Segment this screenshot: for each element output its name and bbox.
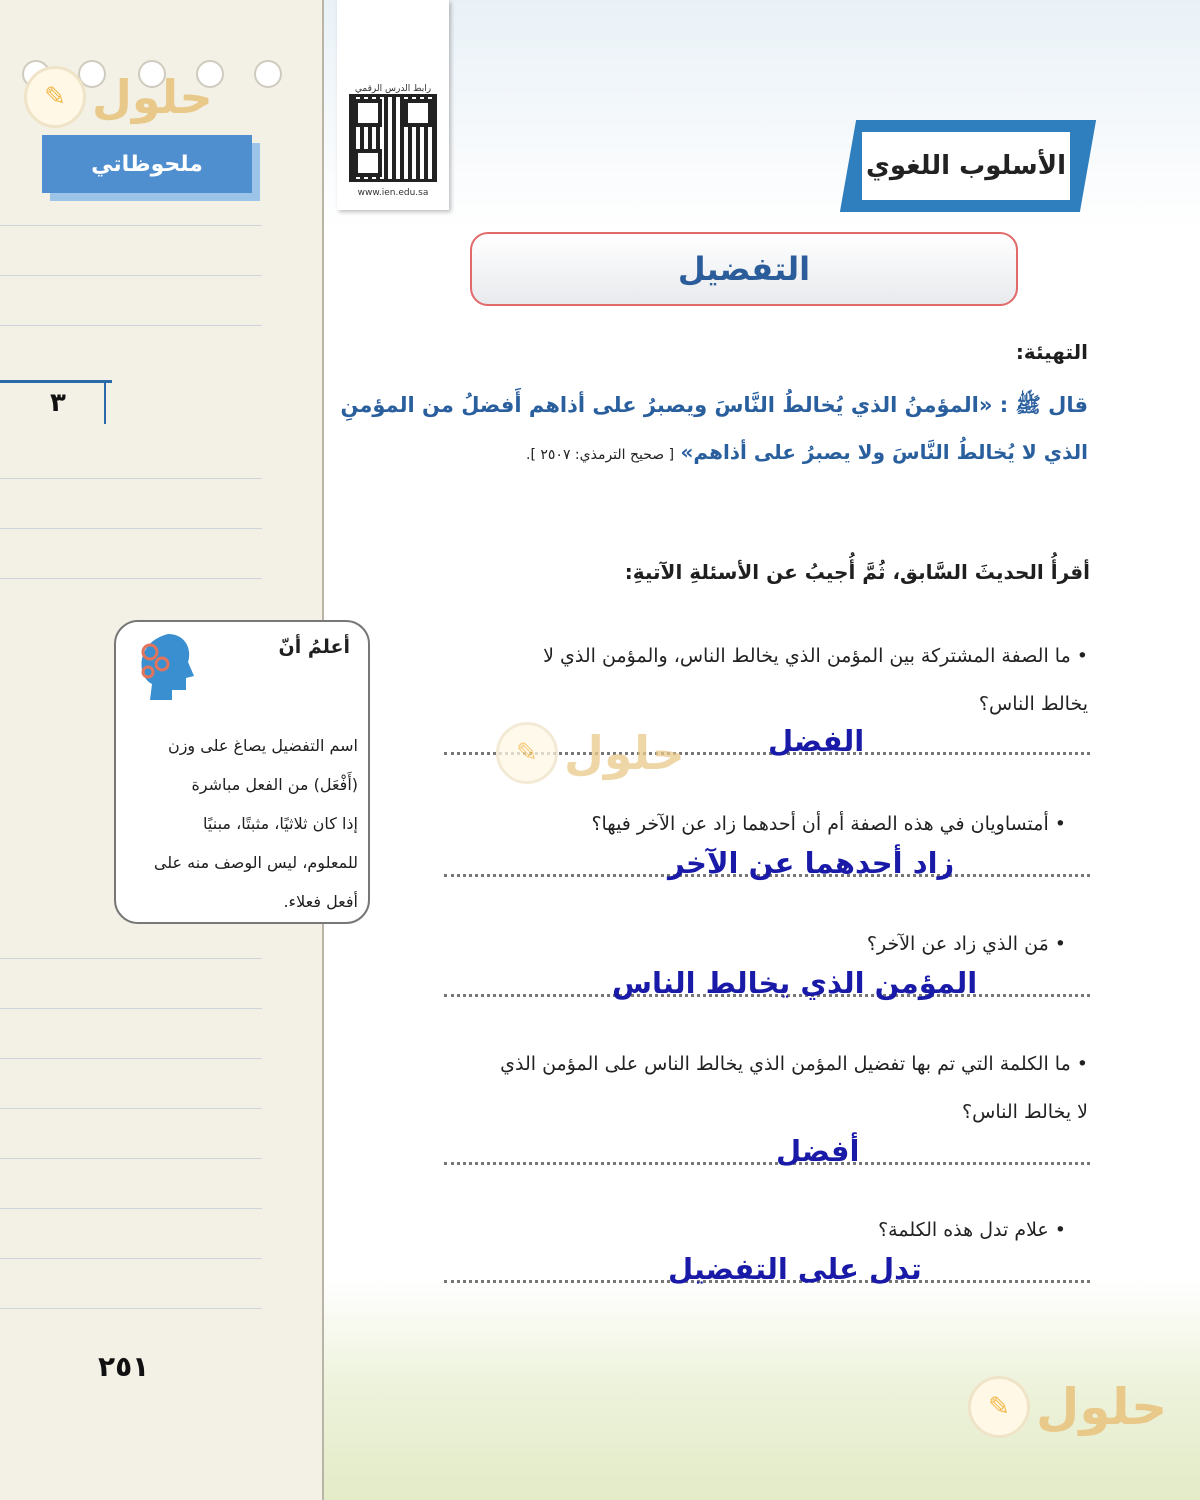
question-4: • ما الكلمة التي تم بها تفضيل المؤمن الذي يخالط الناس على المؤمن الذي لا يخالط الناس؟ [500, 1053, 1088, 1123]
answer-1[interactable]: الفضل [768, 724, 865, 758]
hadith-citation: [ صحيح الترمذي: ٢٥٠٧ ]. [526, 447, 675, 463]
watermark-logo: ✎ حلول [496, 722, 685, 784]
answer-4[interactable]: أفضل [776, 1134, 860, 1168]
qr-url: www.ien.edu.sa [357, 188, 429, 198]
answer-2[interactable]: زاد أحدهما عن الآخر [668, 846, 955, 880]
hadith-line-2: الذي لا يُخالطُ النَّاسَ ولا يصبرُ على أذاهم» [680, 440, 1088, 464]
pencil-icon: ✎ [496, 722, 558, 784]
instruction: أقرأُ الحديثَ السَّابق، ثُمَّ أُجيبُ عن الأسئلةِ الآتيةِ: [624, 560, 1090, 584]
answer-3[interactable]: المؤمن الذي يخالط الناس [612, 966, 978, 1000]
section-banner: الأسلوب اللغوي [862, 132, 1070, 200]
notes-tab: ملحوظاتي [42, 135, 252, 193]
watermark-logo: ✎ حلول [968, 1376, 1167, 1438]
answer-5[interactable]: تدل على التفضيل [668, 1252, 922, 1286]
unit-number: ٣ [50, 388, 66, 418]
question-5: • علام تدل هذه الكلمة؟ [878, 1219, 1066, 1241]
intro-heading: التهيئة: [1015, 340, 1088, 364]
watermark-logo: ✎ حلول [24, 66, 213, 128]
info-text: اسم التفضيل يصاغ على وزن (أَفْعَل) من الفعل مباشرة إذا كان ثلاثيًا، مثبتًا، مبنيًا للمعلوم، ليس الوصف منه على أفعل فعلاء. [153, 736, 358, 911]
qr-card[interactable] [337, 0, 449, 210]
question-2: • أمتساويان في هذه الصفة أم أن أحدهما زاد عن الآخر فيها؟ [591, 813, 1066, 835]
lesson-title: التفضيل [470, 232, 1018, 306]
question-1: • ما الصفة المشتركة بين المؤمن الذي يخالط الناس، والمؤمن الذي لا يخالط الناس؟ [543, 645, 1088, 715]
binder-hole [254, 60, 282, 88]
info-heading: أعلمُ أنّ [278, 636, 350, 658]
qr-caption: رابط الدرس الرقمي [354, 84, 432, 94]
info-box [114, 620, 370, 924]
unit-divider [0, 380, 112, 383]
question-3: • مَن الذي زاد عن الآخر؟ [866, 933, 1066, 955]
pencil-icon: ✎ [24, 66, 86, 128]
page-number: ٢٥١ [98, 1350, 150, 1383]
brain-gears-icon [128, 628, 194, 700]
qr-code-icon[interactable] [349, 94, 437, 182]
hadith-line-2-row [526, 440, 1088, 464]
pencil-icon: ✎ [968, 1376, 1030, 1438]
answer-line[interactable] [444, 1162, 1090, 1165]
hadith-line-1: قال ﷺ : «المؤمنُ الذي يُخالطُ النَّاسَ ويصبرُ على أذاهم أَفضلُ من المؤمنِ [340, 393, 1088, 417]
